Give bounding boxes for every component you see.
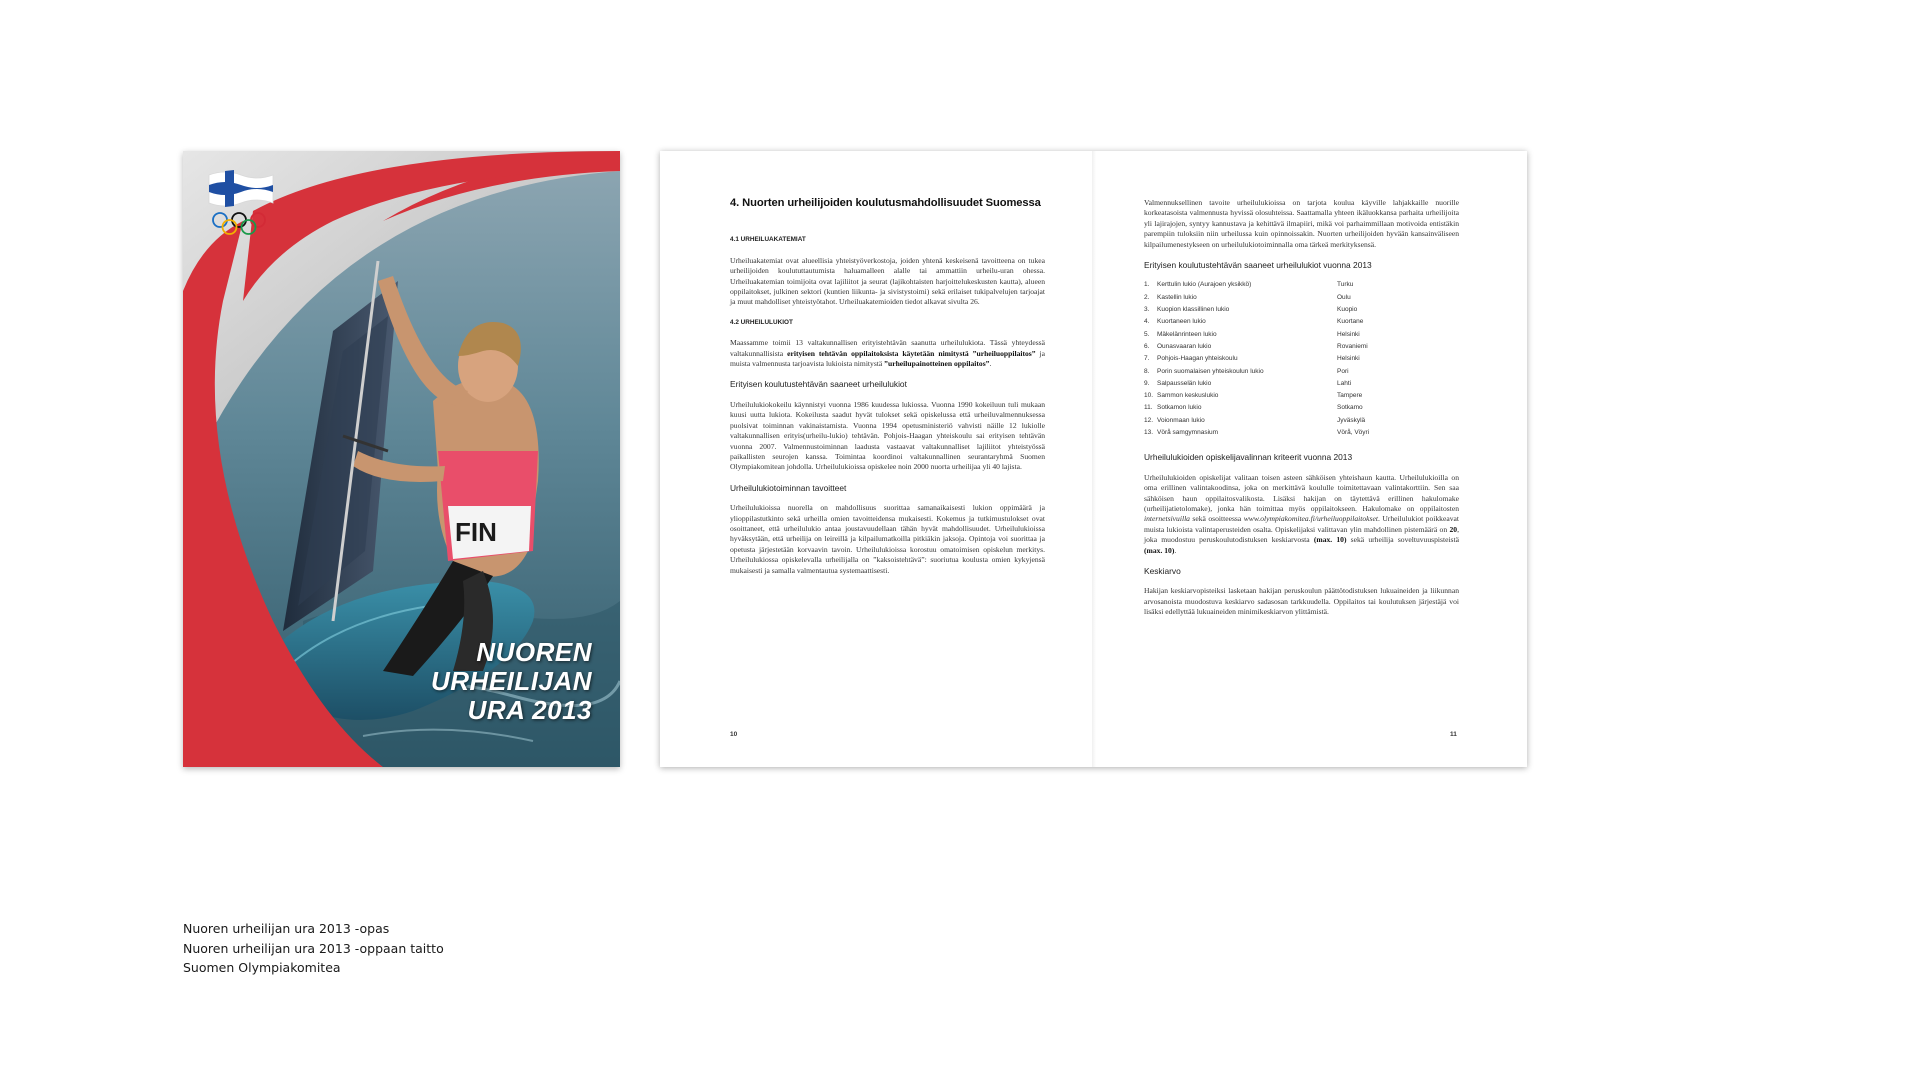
paragraph-academies: Urheiluakatemiat ovat alueellisia yhteistyöverkostoja, joiden yhtenä keskeisenä tavoitteena on tukea urheilijoiden koulututtautumista haluamalleen alalle tai ammattiin urheilu-uran ohessa. Urheiluakatemian toimijoita ovat lajiliitot ja seurat (lajikohtaisten harjoittelukeskusten kautta), alueen oppilaitokset, julkinen sektori (kuntien liikunta- ja sivistystoimi) sekä erilaiset tukipalvelujen tarjoajat ja muut mahdolliset yhteistyötahot. Urheiluakatemioiden tiedot alkavat sivulta 26. [730, 255, 1045, 307]
olympic-rings-icon [211, 211, 267, 237]
brochure-spread [660, 151, 1527, 767]
section-title-academies: 4.1 URHEILUAKATEMIAT [730, 236, 806, 244]
school-row [1144, 293, 1369, 305]
school-row [1144, 403, 1369, 415]
school-row [1144, 330, 1369, 342]
text-run: , joka muodostuu peruskoulutodistuksen keskiarvosta [1144, 524, 1459, 545]
school-number: 3. [1144, 306, 1150, 314]
cover-title-line-2: URHEILIJAN [430, 666, 592, 696]
school-number: 5. [1144, 330, 1150, 338]
italic-url: www.olympiakomitea.fi/urheiluoppilaitokset [1243, 514, 1378, 524]
school-row [1144, 317, 1369, 329]
school-list-table [1144, 280, 1369, 440]
right-page-column [1144, 198, 1459, 628]
school-city: Kuortane [1337, 318, 1364, 326]
school-row [1144, 367, 1369, 379]
school-name: Kerttulin lukio (Aurajoen yksikkö) [1157, 281, 1252, 289]
school-city: Oulu [1337, 293, 1351, 301]
finnish-flag-icon [205, 167, 277, 213]
bold-run: (max. 10) [1313, 535, 1347, 545]
school-name: Sammon keskuslukio [1157, 392, 1219, 400]
school-name: Ounasvaaran lukio [1157, 342, 1212, 350]
school-row [1144, 428, 1369, 440]
text-run: . [1174, 545, 1177, 555]
text-run: . [989, 359, 992, 369]
bold-run: ”urheilupainotteinen oppilaitos” [884, 359, 990, 369]
bib-text: FIN [455, 517, 497, 547]
school-city: Rovaniemi [1337, 342, 1368, 350]
subheading-criteria: Urheilulukioiden opiskelijavalinnan kriteerit vuonna 2013 [1144, 452, 1353, 463]
school-name: Kuopion klassillinen lukio [1157, 306, 1230, 314]
school-name: Vörå samgymnasium [1157, 429, 1219, 436]
school-number: 11. [1144, 404, 1153, 412]
subheading-school-list: Erityisen koulutustehtävän saaneet urheilulukiot vuonna 2013 [1144, 260, 1372, 271]
brochure-cover [183, 151, 620, 767]
subheading-average: Keskiarvo [1144, 565, 1181, 576]
school-number: 7. [1144, 355, 1150, 363]
page-number-right: 11 [1450, 731, 1457, 738]
school-number: 4. [1144, 318, 1150, 326]
bold-run: erityisen tehtävän oppilaitoksista käytetään nimitystä ”urheiluoppilaitos” [787, 348, 1036, 358]
school-city: Vörå, Vöyri [1337, 429, 1370, 436]
school-row [1144, 391, 1369, 403]
school-city: Jyväskylä [1337, 416, 1366, 424]
paragraph-intro: Valmennuksellinen tavoite urheilulukioissa on tarjota koulua käyville lahjakkaille nuorille korkeatasoista valmennusta hyvissä olosuhteissa. Saattamalla yhteen ikäluokkansa parhaita urheilijoita yli lajirajojen, syntyy kannustava ja kehittävä ilmapiiri, mikä voi parhaimmillaan motivoida entistäkin parempiin tuloksiin niin urheilussa kuin opinnoissakin. Nuorten urheilijoiden hyvään kansainväliseen kilpailumenestykseen on urheilulukiotoiminnalla oma tärkeä merkityksensä. [1144, 198, 1459, 249]
paragraph-average: Hakijan keskiarvopisteiksi lasketaan hakijan peruskoulun päättötodistuksen lukuaineiden ja liikunnan arvosanoista muodostuva keskiarvo sadasosan tarkkuudella. Oppilaitos tai koulutuksen järjestäjä voi lisäksi edellyttää lukuaineiden minimikeskiarvon ylittämistä. [1144, 586, 1459, 617]
school-city: Helsinki [1337, 355, 1360, 363]
school-name: Voionmaan lukio [1157, 416, 1205, 424]
left-page-column [730, 198, 1045, 586]
bold-run: (max. 10) [1144, 545, 1175, 555]
school-city: Turku [1337, 281, 1354, 289]
school-number: 10. [1144, 392, 1154, 400]
school-city: Tampere [1337, 392, 1363, 400]
cover-title-line-3: URA 2013 [467, 695, 592, 725]
paragraph-special-schools: Urheilulukiokokeilu käynnistyi vuonna 1986 kuudessa lukiossa. Vuonna 1990 kokeiluun tuli mukaan kuusi uutta lukiota. Kokeilusta saadut hyvät tulokset sekä opiskelussa että urheiluvalmennuksessa puolsivat toiminnan vakinaistamista. Vuonna 1994 opetusministeriö vahvisti näille 12 lukiolle valtakunnallisen erityis(urheilu-lukio) tehtävän. Pohjois-Haagan yhteiskoulu sai erityisen tehtävän vuonna 2007. Valmennustoiminnan laadusta vastaavat valtakunnalliset lajiliitot yhteistyössä paikallisten seurojen kanssa. Toimintaa koordinoi valtakunnallinen seurantaryhmä Suomen Olympiakomitean johdolla. Urheilulukioissa opiskelee noin 2000 nuorta urheilijaa yli 40 lajista. [730, 399, 1045, 472]
school-city: Sotkamo [1337, 404, 1363, 412]
text-run: Maassamme toimii 13 valtakunnallisen erityistehtävän saanutta urheilulukiota. Tässä yhteydessä valtakunnallisista [730, 338, 1045, 358]
text-run: . Urheilulukiot poikkeavat muista lukioista valintaperusteiden osalta. Opiskelijaksi valittavan ylin mahdollinen pistemäärä on [1144, 514, 1459, 534]
text-run: Urheilulukioiden opiskelijat valitaan toisen asteen sähköisen yhteishaun kautta. Urheilulukioilla on oma erillinen valintakoodinsa, joka on merkittävä koululle toimitettavaan valintakorttiin. Sen saa sähköisen haun oppilaitosvalikosta. Lisäksi hakijan on täytettävä erillinen hakulomake (urheilijatietolomake), jonka hän toimittaa myös oppilaitokseen. Hakulomake on oppilaitosten [1144, 472, 1459, 513]
school-row [1144, 305, 1369, 317]
school-name: Mäkelänrinteen lukio [1157, 330, 1217, 338]
text-run: sekä osoitteessa [1189, 514, 1244, 524]
school-number: 12. [1144, 416, 1154, 424]
text-run: sekä urheilija soveltuvuuspisteistä [1346, 535, 1459, 545]
subheading-special-schools: Erityisen koulutustehtävän saaneet urheilulukiot [730, 379, 907, 390]
school-number: 6. [1144, 342, 1150, 350]
school-row [1144, 379, 1369, 391]
school-name: Salpausselän lukio [1157, 379, 1212, 387]
project-caption [183, 919, 444, 978]
school-row [1144, 416, 1369, 428]
page-gutter [1092, 151, 1096, 767]
school-city: Helsinki [1337, 330, 1360, 338]
school-city: Lahti [1337, 379, 1352, 387]
paragraph-criteria [1144, 473, 1459, 556]
school-name: Pohjois-Haagan yhteiskoulu [1157, 355, 1238, 363]
caption-line-work: Nuoren urheilijan ura 2013 -oppaan taitto [183, 940, 444, 956]
paragraph-goals: Urheilulukioissa nuorella on mahdollisuus suorittaa samanaikaisesti lukion oppimäärä ja ylioppilastutkinto sekä urheilla omien tavoitteidensa mukaisesti. Kokemus ja tutkimustulokset ovat osoittaneet, että urheilulukio antaa joustavuudellaan tähän hyvät mahdollisuudet. Urheilulukioissa hyväksytään, että urheilija on leireillä ja kilpailumatkoilla pitkiäkin jaksoja. Opintoja voi suorittaa ja opetusta järjestetään korvaavin tavoin. Urheilulukioissa korostuu omatoimisen opiskelun merkitys. Urheilulukiossa opiskelevalla urheilijalla on ”kaksoistehtävä”: suoriutua koulusta omien kykyjensä mukaisesti ja samalla valmentautua systemaattisesti. [730, 503, 1045, 575]
italic-run: internetsivuilla [1144, 514, 1190, 524]
school-name: Sotkamon lukio [1157, 404, 1202, 412]
school-row [1144, 354, 1369, 366]
section-title-sports-schools: 4.2 URHEILULUKIOT [730, 318, 793, 326]
school-number: 1. [1144, 281, 1150, 289]
bold-run: 20 [1449, 524, 1458, 534]
school-row [1144, 342, 1369, 354]
text-run: ja muista valmennusta tarjoavista lukioista nimitystä [730, 348, 1045, 369]
school-city: Pori [1337, 367, 1349, 375]
cover-title-line-1: NUOREN [476, 637, 592, 667]
subheading-goals: Urheilulukiotoiminnan tavoitteet [730, 482, 847, 493]
school-row [1144, 280, 1369, 292]
school-number: 2. [1144, 293, 1150, 301]
school-number: 9. [1144, 379, 1150, 387]
school-name: Porin suomalaisen yhteiskoulun lukio [1157, 367, 1264, 375]
school-number: 8. [1144, 367, 1150, 375]
caption-line-client: Suomen Olympiakomitea [183, 960, 341, 975]
school-city: Kuopio [1337, 306, 1358, 314]
page-number-left: 10 [730, 731, 738, 738]
cover-title [431, 638, 592, 725]
school-name: Kuortaneen lukio [1157, 318, 1206, 326]
paragraph-sports-schools [730, 338, 1045, 369]
chapter-heading: 4. Nuorten urheilijoiden koulutusmahdollisuudet Suomessa [730, 197, 1041, 209]
school-name: Kastellin lukio [1157, 293, 1197, 301]
caption-line-title: Nuoren urheilijan ura 2013 -opas [183, 921, 390, 936]
school-number: 13. [1144, 429, 1154, 436]
